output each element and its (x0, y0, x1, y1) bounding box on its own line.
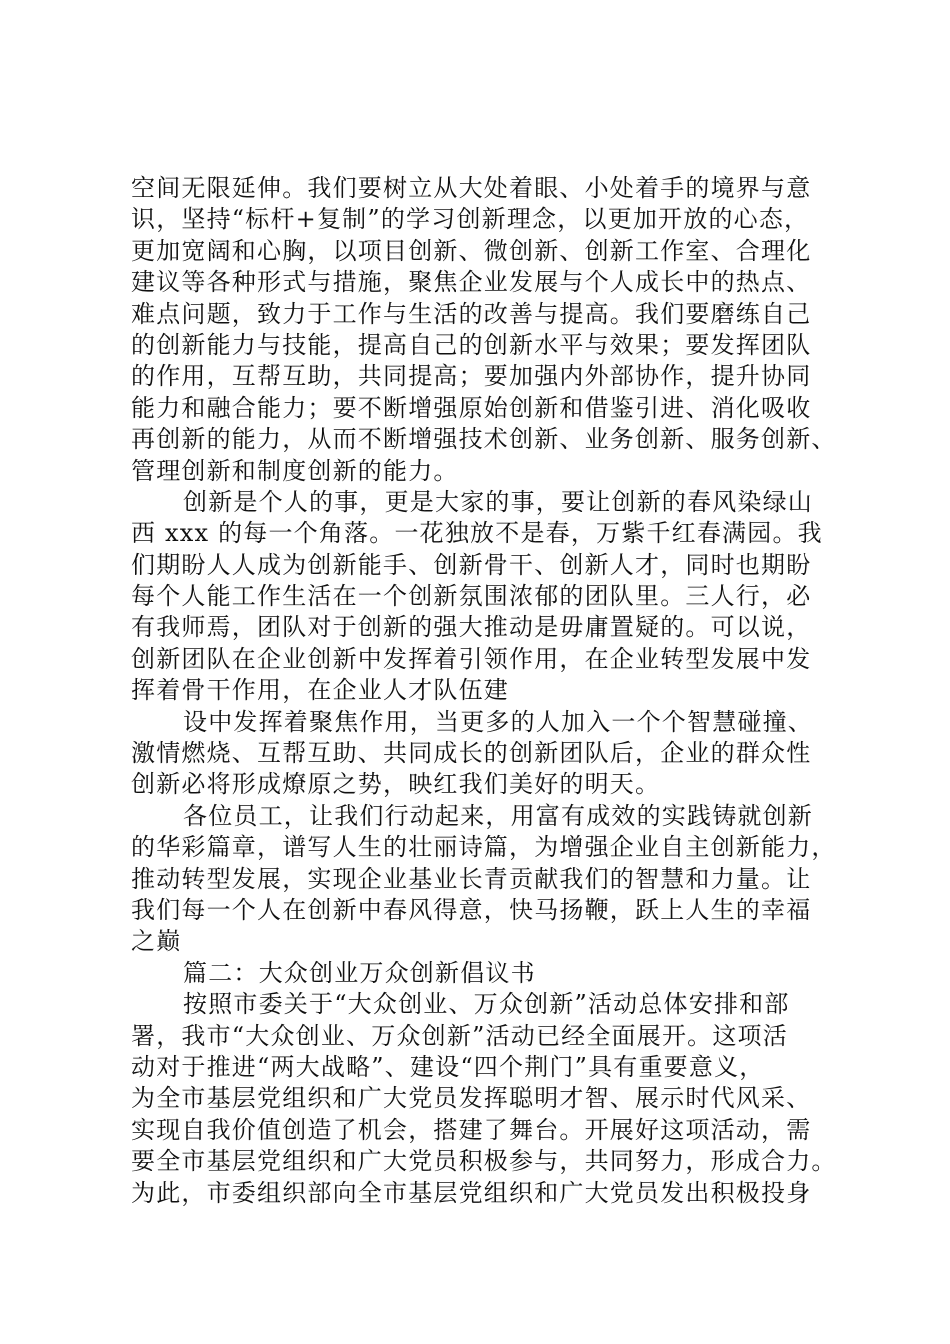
text-line: 推动转型发展，实现企业基业长青贡献我们的智慧和力量。让 (131, 864, 812, 893)
text-line: 创新团队在企业创新中发挥着引领作用，在企业转型发展中发 (131, 644, 812, 673)
text-line: 有我师焉，团队对于创新的强大推动是毋庸置疑的。可以说， (131, 613, 812, 642)
text-line: 创新必将形成燎原之势，映红我们美好的明天。 (131, 770, 661, 799)
text-line: 管理创新和制度创新的能力。 (131, 456, 459, 485)
text-line: 我们每一个人在创新中春风得意，快马扬鞭，跃上人生的幸福 (131, 895, 812, 924)
text-line: 要全市基层党组织和广大党员积极参与，共同努力，形成合力。 (131, 1147, 837, 1176)
text-line: 各位员工，让我们行动起来，用富有成效的实践铸就创新 (183, 801, 813, 830)
text-line: 们期盼人人成为创新能手、创新骨干、创新人才，同时也期盼 (131, 550, 812, 579)
text-line: 西 xxx 的每一个角落。一花独放不是春，万紫千红春满园。我 (131, 519, 823, 548)
text-line: 激情燃烧、互帮互助、共同成长的创新团队后，企业的群众性 (131, 739, 812, 768)
text-line: 为此，市委组织部向全市基层党组织和广大党员发出积极投身 (131, 1178, 812, 1207)
text-line: 的创新能力与技能，提高自己的创新水平与效果；要发挥团队 (131, 330, 812, 359)
text-line: 难点问题，致力于工作与生活的改善与提高。我们要磨练自己 (131, 299, 812, 328)
text-line: 署，我市“大众创业、万众创新”活动已经全面展开。这项活 (131, 1021, 788, 1050)
text-line: 建议等各种形式与措施，聚焦企业发展与个人成长中的热点、 (131, 268, 812, 297)
text-line: 篇二：大众创业万众创新倡议书 (183, 958, 536, 987)
text-line: 每个人能工作生活在一个创新氛围浓郁的团队里。三人行，必 (131, 582, 812, 611)
text-line: 挥着骨干作用，在企业人才队伍建 (131, 676, 509, 705)
text-line: 创新是个人的事，更是大家的事，要让创新的春风染绿山 (183, 487, 813, 516)
text-line: 再创新的能力，从而不断增强技术创新、业务创新、服务创新、 (131, 425, 837, 454)
text-line: 空间无限延伸。我们要树立从大处着眼、小处着手的境界与意 (131, 174, 812, 202)
text-line: 能力和融合能力；要不断增强原始创新和借鉴引进、消化吸收 (131, 393, 812, 422)
text-line: 之巅 (131, 927, 182, 956)
text-line: 实现自我价值创造了机会，搭建了舞台。开展好这项活动，需 (131, 1115, 812, 1144)
text-line: 动对于推进“两大战略”、建设“四个荆门”具有重要意义， (131, 1052, 765, 1081)
text-line: 识，坚持“标杆+复制”的学习创新理念，以更加开放的心态， (131, 205, 810, 234)
text-line: 按照市委关于“大众创业、万众创新”活动总体安排和部 (183, 990, 790, 1019)
document-body (131, 173, 837, 1209)
text-line: 的华彩篇章，谱写人生的壮丽诗篇，为增强企业自主创新能力， (131, 833, 837, 862)
text-line: 设中发挥着聚焦作用，当更多的人加入一个个智慧碰撞、 (183, 707, 813, 736)
text-line: 更加宽阔和心胸，以项目创新、微创新、创新工作室、合理化 (131, 236, 812, 265)
text-line: 为全市基层党组织和广大党员发挥聪明才智、展示时代风采、 (131, 1084, 812, 1113)
text-line: 的作用，互帮互助，共同提高；要加强内外部协作，提升协同 (131, 362, 812, 391)
